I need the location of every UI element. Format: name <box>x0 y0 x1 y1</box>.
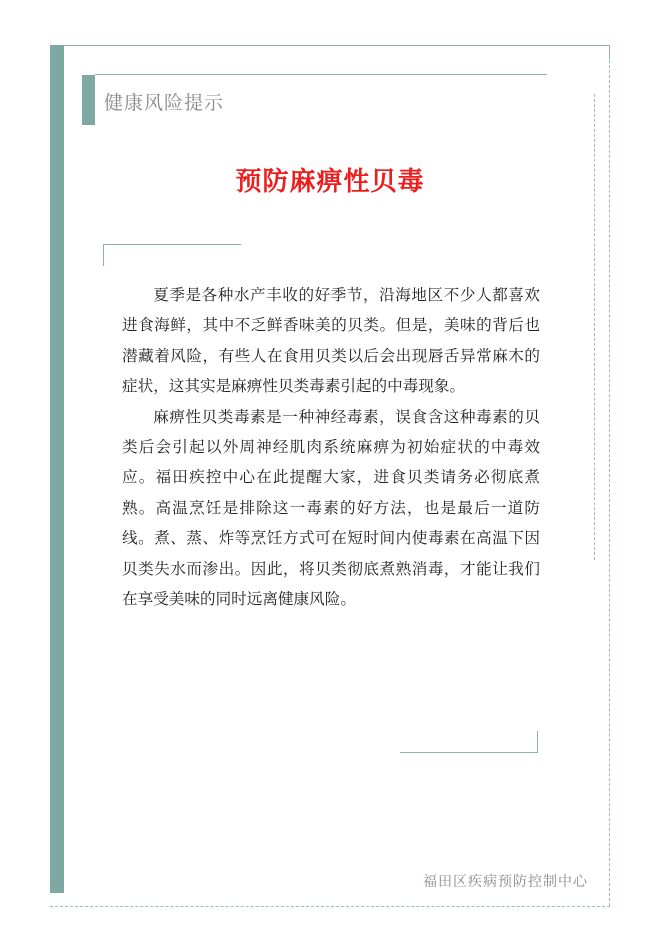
corner-bracket-top-left <box>103 244 241 245</box>
footer-organization: 福田区疾病预防控制中心 <box>423 874 588 890</box>
article-paragraph-2: 麻痹性贝类毒素是一种神经毒素，误食含这种毒素的贝类后会引起以外周神经肌肉系统麻痹为初始症状的中毒效应。福田疾控中心在此提醒大家，进食贝类请务必彻底煮熟。高温烹饪是排除这一毒素的好方法，也是最后一道防线。煮、蒸、炸等烹饪方式可在短时间内使毒素在高温下因贝类失水而渗出。因此，将贝类彻底煮熟消毒，才能让我们在享受美味的同时远离健康风险。 <box>122 407 540 609</box>
header-rule <box>95 74 547 75</box>
article-paragraph-1: 夏季是各种水产丰收的好季节，沿海地区不少人都喜欢进食海鲜，其中不乏鲜香味美的贝类。但是，美味的背后也潜藏着风险，有些人在食用贝类以后会出现唇舌异常麻木的症状，这其实是麻痹性贝类毒素引起的中毒现象。 <box>122 286 540 396</box>
page-frame-bottom-dashed-line <box>50 906 610 907</box>
corner-bracket-top-left-vertical <box>103 244 104 266</box>
section-label: 健康风险提示 <box>104 92 225 114</box>
article-body <box>122 280 540 614</box>
article-title: 预防麻痹性贝毒 <box>235 167 425 197</box>
page-frame-top-line <box>50 45 610 46</box>
corner-bracket-bottom-right <box>400 752 538 753</box>
section-label-accent <box>82 75 95 125</box>
corner-bracket-bottom-right-vertical <box>537 731 538 753</box>
page-frame-right-line <box>609 45 610 59</box>
